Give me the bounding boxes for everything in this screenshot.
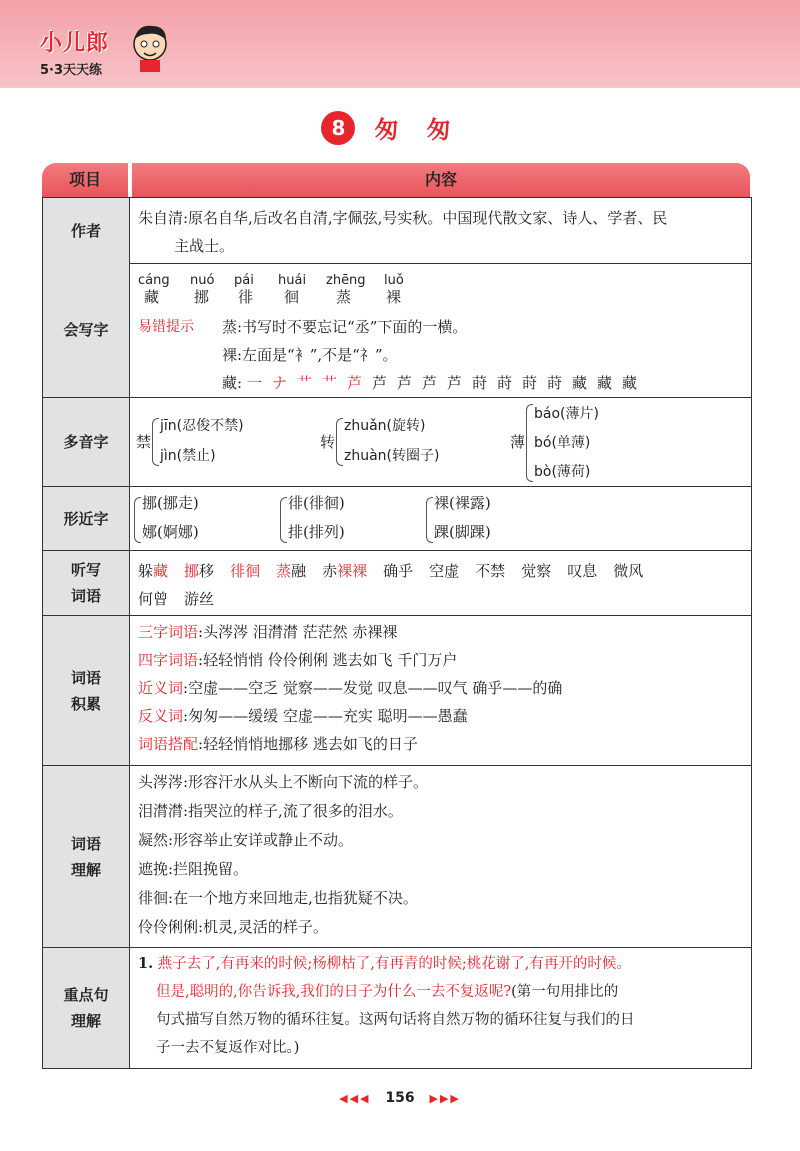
category-tag: 近义词 xyxy=(138,679,184,697)
sentence-line: 子一去不复返作对比。) xyxy=(156,1040,300,1056)
row-content xyxy=(130,198,751,263)
polyphone-char: 薄 xyxy=(510,433,526,451)
reading: zhuàn(转圈子) xyxy=(344,448,440,464)
lesson-title xyxy=(0,110,800,150)
row-content xyxy=(130,766,751,947)
row-content xyxy=(130,263,751,397)
row-content xyxy=(130,487,751,550)
stroke-step: 艹 xyxy=(322,374,338,392)
accumulate-line xyxy=(138,618,743,646)
row-label: 形近字 xyxy=(43,487,130,550)
accumulate-line xyxy=(138,730,743,758)
category-tag: 反义词 xyxy=(138,707,184,725)
reading: bó(单薄) xyxy=(534,435,591,451)
similar-word: 娜(婀娜) xyxy=(142,523,199,541)
dictation-line xyxy=(138,557,743,585)
row-label: 会写字 xyxy=(43,263,130,397)
row-author xyxy=(42,197,752,264)
mascot-icon xyxy=(128,22,172,74)
pinyin: zhēng xyxy=(326,273,366,288)
label-line: 积累 xyxy=(70,694,101,713)
dictation-word: 蒸融 xyxy=(276,562,307,580)
stroke-step: 芦 xyxy=(422,374,438,392)
brace xyxy=(526,404,533,482)
category-text: :轻轻悄悄地挪移 逃去如飞的日子 xyxy=(198,735,418,753)
label-line: 词语 xyxy=(70,834,101,853)
logo-sub-text: 5·3天天练 xyxy=(40,63,103,78)
tip-prefix: 藏: xyxy=(222,374,243,392)
reading: zhuǎn(旋转) xyxy=(344,418,426,434)
pinyin: cáng xyxy=(138,273,170,288)
dictation-word: 躲藏 xyxy=(138,562,169,580)
tip-line: 裸:左面是“衤”,不是“礻”。 xyxy=(222,346,398,364)
row-similar-chars xyxy=(42,487,752,551)
lesson-name: 匆匆 xyxy=(374,116,479,144)
stroke-step: 芦 xyxy=(372,374,388,392)
page-number: 156 xyxy=(385,1090,415,1106)
label-line: 理解 xyxy=(70,1012,101,1030)
polyphone-char: 禁 xyxy=(136,433,152,451)
category-tag: 四字词语 xyxy=(138,651,199,669)
dictation-word: 何曾 xyxy=(138,590,169,608)
label-line: 词语 xyxy=(70,587,101,605)
dictation-line xyxy=(138,585,743,613)
pinyin: huái xyxy=(278,273,307,288)
dictation-word: 确乎 xyxy=(383,562,414,580)
brace xyxy=(426,497,433,543)
similar-word: 踝(脚踝) xyxy=(434,523,491,541)
row-understand xyxy=(42,766,752,948)
label-line: 重点句 xyxy=(63,986,109,1004)
char: 裸 xyxy=(386,288,402,306)
next-arrows-icon: ▶▶▶ xyxy=(429,1092,461,1105)
stroke-step: 莳 xyxy=(472,374,488,392)
brace xyxy=(134,497,141,543)
pinyin: pái xyxy=(234,273,254,288)
stroke-step: 藏 xyxy=(597,374,613,392)
reading: jīn(忍俊不禁) xyxy=(160,418,244,434)
row-content xyxy=(130,616,751,765)
row-key-sentence xyxy=(42,948,752,1069)
stroke-step: 芦 xyxy=(397,374,413,392)
label-line: 词语 xyxy=(70,668,101,687)
label-line: 理解 xyxy=(70,860,101,879)
reading: jìn(禁止) xyxy=(160,448,216,464)
row-polyphone xyxy=(42,398,752,487)
pinyin: luǒ xyxy=(384,273,404,288)
stroke-step: 莳 xyxy=(522,374,538,392)
similar-word: 徘(徘徊) xyxy=(288,494,345,512)
reading: báo(薄片) xyxy=(534,406,599,422)
row-label xyxy=(43,616,130,765)
red-text: 但是,聪明的,你告诉我,我们的日子为什么一去不复返呢? xyxy=(156,984,512,1000)
row-write-chars xyxy=(42,263,752,398)
char: 挪 xyxy=(194,288,210,306)
polyphone-char: 转 xyxy=(320,433,336,451)
sentence-line: 句式描写自然万物的循环往复。这两句话将自然万物的循环往复与我们的日 xyxy=(156,1012,635,1028)
prev-arrows-icon: ◀◀◀ xyxy=(339,1092,371,1105)
definition-line: 伶伶俐俐:机灵,灵活的样子。 xyxy=(138,918,328,936)
header-banner xyxy=(0,0,800,88)
dictation-word: 叹息 xyxy=(567,562,598,580)
accumulate-line xyxy=(138,646,743,674)
stroke-step: 藏 xyxy=(622,374,638,392)
accumulate-line xyxy=(138,702,743,730)
dictation-word: 不禁 xyxy=(475,562,506,580)
dictation-word: 徘徊 xyxy=(230,562,261,580)
stroke-step: 芦 xyxy=(347,374,363,392)
category-text: :空虚——空乏 觉察——发觉 叹息——叹气 确乎——的确 xyxy=(183,679,563,697)
pinyin: nuó xyxy=(190,273,215,288)
row-content xyxy=(130,551,751,615)
item-number: 1. xyxy=(138,955,154,972)
similar-word: 挪(挪走) xyxy=(142,494,199,512)
red-text: 燕子去了,有再来的时候;杨柳枯了,有再青的时候;桃花谢了,有再开的时候。 xyxy=(157,956,631,972)
dictation-word: 微风 xyxy=(613,562,644,580)
stroke-sequence xyxy=(242,374,642,392)
category-tag: 三字词语 xyxy=(138,623,199,641)
category-text: :轻轻悄悄 伶伶俐俐 逃去如飞 千门万户 xyxy=(198,651,458,669)
stroke-step: 艹 xyxy=(297,374,313,392)
category-text: :匆匆——缓缓 空虚——充实 聪明——愚蠢 xyxy=(183,707,468,725)
author-line: 主战士。 xyxy=(174,237,235,255)
definition-line: 泪潸潸:指哭泣的样子,流了很多的泪水。 xyxy=(138,802,403,820)
row-content xyxy=(130,398,751,486)
dictation-word: 觉察 xyxy=(521,562,552,580)
column-header-item: 项目 xyxy=(42,163,128,197)
dictation-word: 空虚 xyxy=(429,562,460,580)
definition-line: 遮挽:拦阻挽留。 xyxy=(138,860,249,878)
dictation-word: 赤裸裸 xyxy=(322,562,368,580)
reading: bò(薄荷) xyxy=(534,464,591,480)
row-label xyxy=(43,551,130,615)
row-label xyxy=(43,766,130,947)
column-header-content: 内容 xyxy=(132,163,750,197)
similar-word: 排(排列) xyxy=(288,523,345,541)
note-text: (第一句用排比的 xyxy=(511,984,619,1000)
stroke-step: ナ xyxy=(272,374,288,392)
category-tag: 词语搭配 xyxy=(138,735,199,753)
definition-line: 凝然:形容举止安详或静止不动。 xyxy=(138,831,354,849)
category-text: :头涔涔 泪潸潸 茫茫然 赤裸裸 xyxy=(198,623,398,641)
stroke-step: 莳 xyxy=(547,374,563,392)
tip-line: 蒸:书写时不要忘记“丞”下面的一横。 xyxy=(222,318,468,336)
row-dictation xyxy=(42,551,752,616)
char: 藏 xyxy=(144,288,160,306)
row-label xyxy=(43,948,130,1068)
lesson-number: 8 xyxy=(321,111,355,145)
author-line: 朱自清:原名自华,后改名自清,字佩弦,号实秋。中国现代散文家、诗人、学者、民 xyxy=(138,209,668,227)
brand-logo xyxy=(40,26,109,78)
dictation-word: 游丝 xyxy=(184,590,215,608)
similar-word: 裸(裸露) xyxy=(434,494,491,512)
char: 徊 xyxy=(284,288,300,306)
sentence-line xyxy=(138,978,743,1006)
page-footer xyxy=(0,1090,800,1106)
label-line: 听写 xyxy=(70,561,101,579)
definition-line: 徘徊:在一个地方来回地走,也指犹疑不决。 xyxy=(138,889,418,907)
stroke-step: 藏 xyxy=(572,374,588,392)
stroke-step: 一 xyxy=(247,374,263,392)
row-label: 多音字 xyxy=(43,398,130,486)
definition-line: 头涔涔:形容汗水从头上不断向下流的样子。 xyxy=(138,773,429,791)
stroke-step: 莳 xyxy=(497,374,513,392)
dictation-word: 挪移 xyxy=(184,562,215,580)
sentence-line xyxy=(138,950,743,978)
stroke-step: 芦 xyxy=(447,374,463,392)
accumulate-line xyxy=(138,674,743,702)
char: 徘 xyxy=(238,288,254,306)
row-label: 作者 xyxy=(43,198,130,263)
tip-line xyxy=(222,369,642,397)
brace xyxy=(280,497,287,543)
logo-main-text: 小儿郎 xyxy=(40,31,110,56)
tip-label: 易错提示 xyxy=(138,319,194,335)
brace xyxy=(152,418,159,466)
row-accumulate xyxy=(42,616,752,766)
row-content xyxy=(130,948,751,1068)
char: 蒸 xyxy=(336,288,352,306)
brace xyxy=(336,418,343,466)
